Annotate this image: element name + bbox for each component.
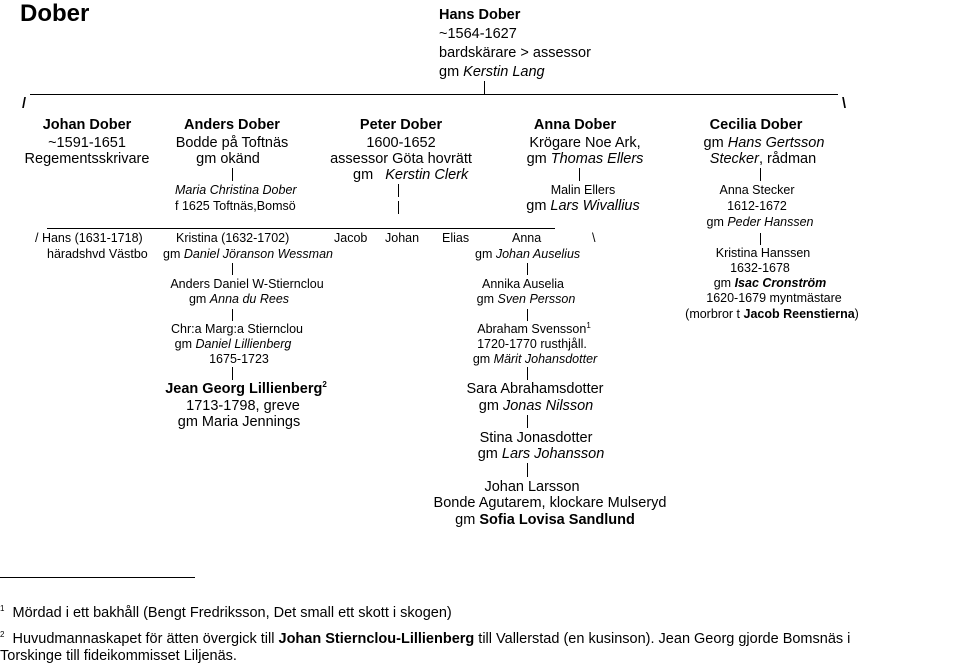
connector-right-5 — [527, 463, 528, 477]
connector-anna — [579, 168, 580, 181]
connector-left-3 — [232, 367, 233, 380]
peter-spouse: gm Kerstin Clerk — [353, 167, 469, 183]
peter-children-line — [47, 228, 555, 229]
footnote-separator — [0, 577, 195, 578]
child-hans-title: häradshvd Västbo — [47, 247, 148, 261]
child-anna: Anna — [512, 231, 542, 245]
left-slash: / — [22, 96, 27, 112]
root-title: bardskärare > assessor — [439, 45, 591, 61]
child-johan: Johan — [385, 231, 420, 245]
connector-right-3 — [527, 367, 528, 380]
malin-spouse: gm Lars Wivallius — [526, 198, 640, 214]
sara-spouse: gm Jonas Nilsson — [478, 398, 594, 414]
child-anna-spouse: gm Johan Auselius — [475, 247, 581, 261]
footnote-1: $^1$ Mördad i ett bakhåll (Bengt Fredriksson, Det small ett skott i skogen) — [0, 604, 452, 621]
root-years: ~1564-1627 — [439, 26, 517, 42]
abraham-spouse: gm Märit Johansdotter — [472, 352, 598, 366]
chr-marg: Chr:a Marg:a Stiernclou — [170, 322, 304, 336]
root-spouse: gm Kerstin Lang — [439, 64, 545, 80]
morbror-note: (morbror t Jacob Reenstierna) — [685, 307, 859, 321]
jean-georg: Jean Georg Lillienberg$^2$ — [165, 380, 327, 397]
child-kristina-spouse: gm Daniel Jöranson Wessman — [163, 247, 333, 261]
chr-marg-years: 1675-1723 — [209, 352, 269, 366]
generation-line-top — [30, 94, 838, 95]
connector-left-1 — [232, 263, 233, 275]
jean-georg-spouse: gm Maria Jennings — [177, 414, 301, 430]
child-jacob: Jacob — [334, 231, 368, 245]
connector-right-2 — [527, 309, 528, 321]
johan-larsson-spouse: gm Sofia Lovisa Sandlund — [455, 512, 635, 528]
malin-ellers: Malin Ellers — [550, 183, 616, 197]
connector-right-1 — [527, 263, 528, 275]
kristina-hanssen-spouse: gm Isac Cronström — [713, 276, 827, 290]
root-name: Hans Dober — [439, 7, 521, 23]
anders-daniel-spouse: gm Anna du Rees — [188, 292, 290, 306]
connector-peter — [398, 184, 399, 197]
sara-abrahamsdotter: Sara Abrahamsdotter — [466, 381, 604, 397]
connector-cecilia-2 — [760, 233, 761, 245]
abraham-svensson: Abraham Svensson$^1$ — [477, 320, 591, 336]
anna-stecker-spouse: gm Peder Hanssen — [706, 215, 814, 229]
footnote-2: $^2$ Huvudmannaskapet för ätten övergick till Johan Stiernclou-Lillienberg till Vallerstad (en kusinson). Jean Georg gjorde Bomsnäs i — [0, 630, 851, 647]
connector-anders — [232, 168, 233, 181]
connector-left-2 — [232, 309, 233, 321]
kristina-hanssen-years: 1632-1678 — [730, 261, 790, 275]
child-hans: / Hans (1631-1718) — [35, 231, 143, 245]
stina-spouse: gm Lars Johansson — [477, 446, 605, 462]
child-elias: Elias — [442, 231, 470, 245]
kristina-hanssen-info: 1620-1679 myntmästare — [706, 291, 842, 305]
kristina-hanssen: Kristina Hanssen — [715, 246, 811, 260]
anna-stecker: Anna Stecker — [719, 183, 795, 197]
annika-spouse: gm Sven Persson — [476, 292, 576, 306]
chr-marg-spouse: gm Daniel Lillienberg — [174, 337, 292, 351]
page-title: Dober — [20, 0, 90, 27]
connector-cecilia — [760, 168, 761, 181]
anna-stecker-years: 1612-1672 — [727, 199, 787, 213]
right-backslash: \ — [842, 96, 847, 112]
stina-jonasdotter: Stina Jonasdotter — [479, 430, 593, 446]
root-connector — [484, 81, 485, 94]
maria-christina: Maria Christina Dober — [175, 183, 297, 197]
connector-right-4 — [527, 415, 528, 428]
anders-daniel: Anders Daniel W-Stiernclou — [170, 277, 324, 291]
footnote-2-line2: Torskinge till fideikommisset Liljenäs. — [0, 648, 237, 664]
abraham-years: 1720-1770 rusthjåll. — [477, 337, 587, 351]
maria-christina-info: f 1625 Toftnäs,Bomsö — [175, 199, 296, 213]
child-backslash: \ — [592, 231, 596, 245]
annika-auselia: Annika Auselia — [481, 277, 565, 291]
johan-larsson: Johan Larsson — [484, 479, 580, 495]
jean-georg-years: 1713-1798, greve — [186, 398, 300, 414]
child-kristina: Kristina (1632-1702) — [176, 231, 290, 245]
johan-larsson-title: Bonde Agutarem, klockare Mulseryd — [433, 495, 667, 511]
connector-peter-2 — [398, 201, 399, 214]
